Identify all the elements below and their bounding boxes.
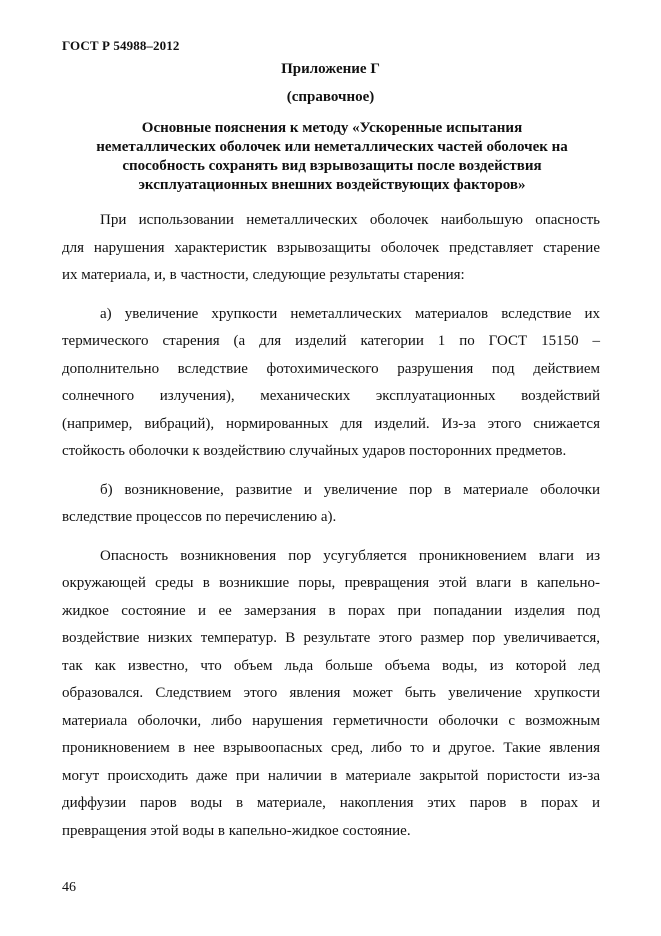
text-line: материала оболочки, либо нарушения герметичности оболочки с возможным (62, 712, 600, 729)
text-line: так как известно, что объем льда больше объема воды, из которой лед (62, 657, 600, 674)
text-line: стойкость оболочки к воздействию случайных ударов посторонних предметов. (62, 443, 567, 459)
appendix-kind: (справочное) (286, 89, 375, 105)
text-line: солнечного излучения), механических эксплуатационных воздействий (62, 388, 600, 404)
text-line: окружающей среды в возникшие поры, превращения этой влаги в капельно- (62, 575, 600, 591)
text-line: При использовании неметаллических оболочек наибольшую опасность (100, 212, 600, 228)
text-line: Опасность возникновения пор усугубляется проникновением влаги из (100, 547, 600, 564)
text-line: диффузии паров воды в материале, накопления этих паров в порах и (62, 795, 600, 811)
text-line: для нарушения характеристик взрывозащиты оболочек представляет старение (62, 239, 600, 256)
document-code: ГОСТ Р 54988–2012 (62, 38, 180, 53)
paragraph-item-a (62, 301, 600, 466)
appendix-title: Приложение Г (281, 61, 380, 77)
text-line: термического старения (а для изделий категории 1 по ГОСТ 15150 – (62, 333, 600, 349)
page-number: 46 (62, 880, 76, 895)
text-line: их материала, и, в частности, следующие результаты старения: (62, 267, 465, 283)
heading-line: эксплуатационных внешних воздействующих факторов» (138, 177, 526, 193)
text-line: б) возникновение, развитие и увеличение пор в материале оболочки (100, 481, 600, 498)
text-line: вследствие процессов по перечислению а). (62, 509, 337, 525)
text-line: дополнительно вследствие фотохимического разрушения под действием (62, 360, 600, 377)
paragraph-intro (62, 207, 600, 290)
body-text (62, 207, 600, 856)
text-line: а) увеличение хрупкости неметаллических материалов вследствие их (100, 305, 600, 322)
text-line: могут происходить даже при наличии в материале закрытой пористости из-за (62, 767, 600, 784)
heading-line: способность сохранять вид взрывозащиты после воздействия (122, 158, 542, 174)
text-line: жидкое состояние и ее замерзания в порах при попадании изделия под (62, 602, 600, 619)
heading-line: неметаллических оболочек или неметаллических частей оболочек на (96, 139, 568, 155)
text-line: воздействие низких температур. В результате этого размер пор увеличивается, (62, 630, 600, 646)
heading-line: Основные пояснения к методу «Ускоренные испытания (141, 120, 523, 136)
text-line: (например, вибраций), нормированных для изделий. Из-за этого снижается (62, 415, 600, 432)
paragraph-item-b (62, 477, 600, 532)
paragraph-pores (62, 543, 600, 846)
appendix-heading (62, 119, 602, 195)
text-line: образовался. Следствием этого явления может быть увеличение хрупкости (62, 685, 600, 701)
text-line: превращения этой воды в капельно-жидкое состояние. (62, 822, 411, 839)
text-line: проникновением в нее взрывоопасных сред, либо то и другое. Такие явления (62, 740, 600, 756)
